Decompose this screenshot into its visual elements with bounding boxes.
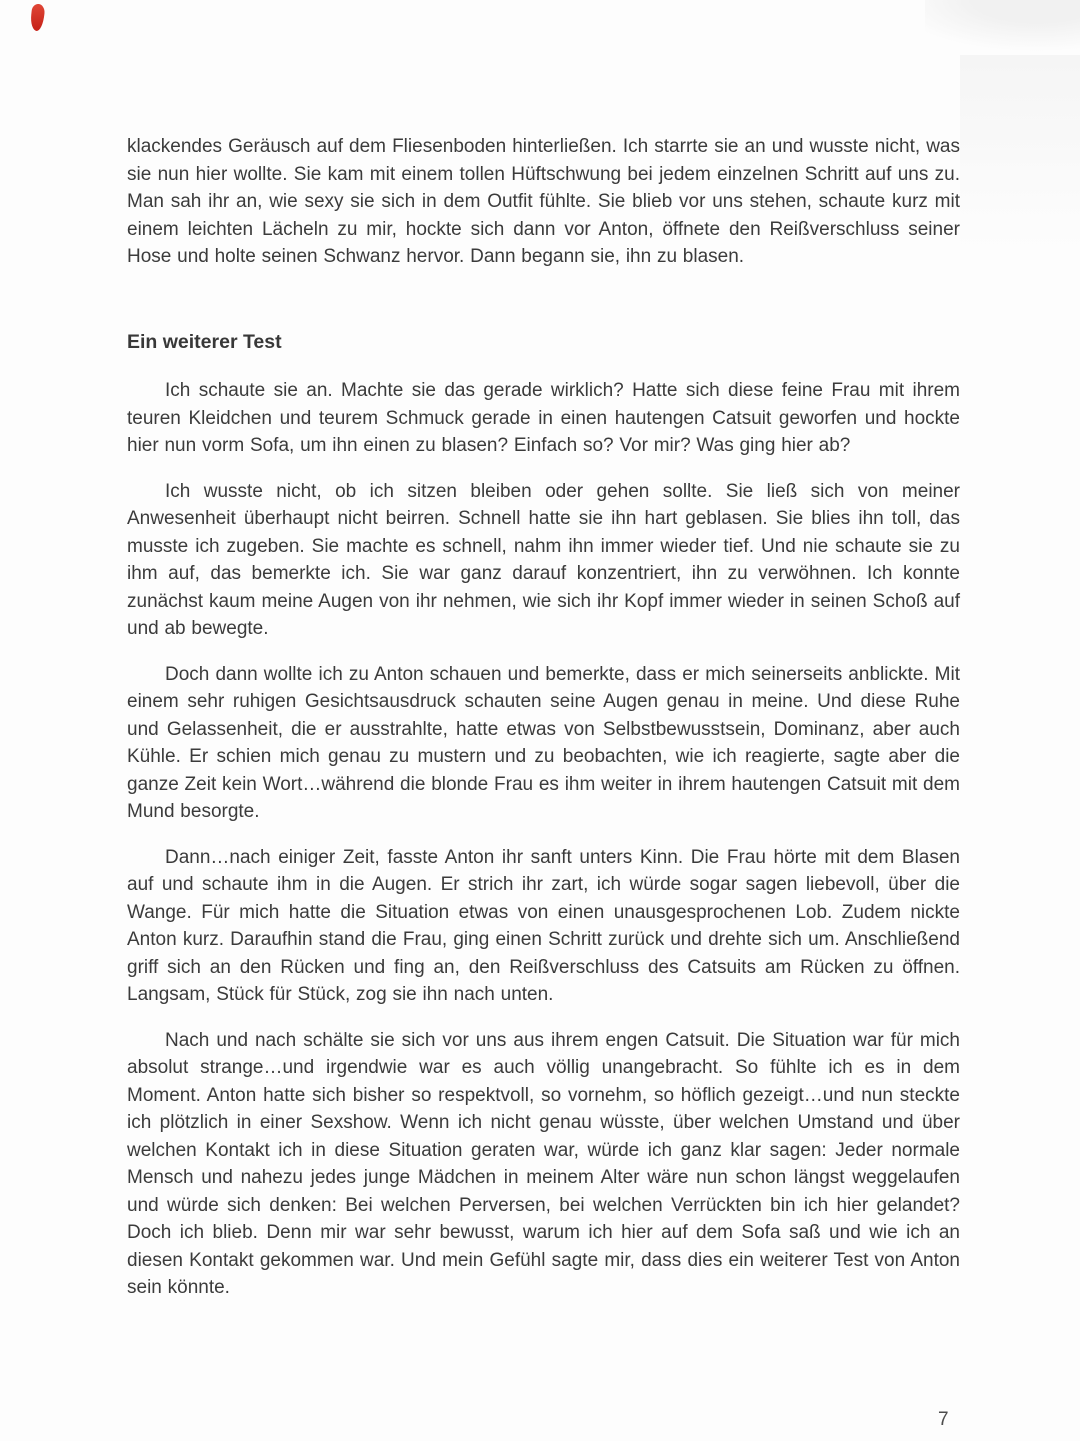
- page-number: 7: [938, 1409, 949, 1430]
- paragraph: Ich schaute sie an. Machte sie das gerade wirklich? Hatte sich diese feine Frau mit ihrem teuren Kleidchen und teurem Schmuck gerade in einen hautengen Catsuit geworfen und hockte hier nun vorm Sofa, um ihn einen zu blasen? Einfach so? Vor mir? Was ging hier ab?: [127, 380, 960, 456]
- paragraph: Nach und nach schälte sie sich vor uns aus ihrem engen Catsuit. Die Situation war für mich absolut strange…und irgendwie war es auch völlig unangebracht. So fühlte ich es in dem Moment. Anton hatte sich bisher so respektvoll, so vornehm, so höflich gezeigt…und nun steckte ich plötzlich in einer Sexshow. Wenn ich nicht genau wüsste, über welchen Umstand und über welchen Kontakt ich in diese Situation geraten war, würde ich ganz klar sagen: Jeder normale Mensch und nahezu jedes junge Mädchen in meinem Alter wäre nun schon längst weggelaufen und würde sich denken: Bei welchen Perversen, bei welchen Verrückten bin ich hier gelandet? Doch ich blieb. Denn mir war sehr bewusst, warum ich hier auf dem Sofa saß und wie ich an diesen Kontakt gekommen war. Und mein Gefühl sagte mir, dass dies ein weiterer Test von Anton sein könnte.: [127, 1029, 960, 1298]
- page-text-block: [127, 133, 960, 1320]
- section-heading: Ein weiterer Test: [127, 330, 282, 353]
- paragraph: Ich wusste nicht, ob ich sitzen bleiben oder gehen sollte. Sie ließ sich von meiner Anwesenheit überhaupt nicht beirren. Schnell hatte sie ihn hart geblasen. Sie blies ihn toll, das musste ich zugeben. Sie machte es schnell, nahm ihn immer wieder tief. Und nie schaute sie zu ihm auf, das bemerkte ich. Sie war ganz darauf konzentriert, ihn zu verwöhnen. Ich konnte zunächst kaum meine Augen von ihr nehmen, wie sich ihr Kopf immer wieder in seinen Schoß auf und ab bewegte.: [127, 480, 960, 639]
- paragraph-continuation: klackendes Geräusch auf dem Fliesenboden hinterließen. Ich starrte sie an und wusste nicht, was sie nun hier wollte. Sie kam mit einem tollen Hüftschwung bei jedem einzelnen Schritt auf uns zu. Man sah ihr an, wie sexy sie sich in dem Outfit fühlte. Sie blieb vor uns stehen, schaute kurz mit einem leichten Lächeln zu mir, hockte sich dann vor Anton, öffnete den Reißverschluss seiner Hose und holte seinen Schwanz hervor. Dann begann sie, ihn zu blasen.: [127, 136, 960, 267]
- red-pen-mark: [30, 3, 46, 31]
- paragraph: Dann…nach einiger Zeit, fasste Anton ihr sanft unters Kinn. Die Frau hörte mit dem Blasen auf und schaute ihm in die Augen. Er strich ihr zart, ich würde sogar sagen liebevoll, über die Wange. Für mich hatte die Situation etwas von einen unausgesprochenen Lob. Zudem nickte Anton kurz. Daraufhin stand die Frau, ging einen Schritt zurück und drehte sich um. Anschließend griff sich an den Rücken und fing an, den Reißverschluss des Catsuits am Rücken zu öffnen. Langsam, Stück für Stück, zog sie ihn nach unten.: [127, 846, 960, 1005]
- scan-shadow-right-edge: [960, 55, 1080, 250]
- scan-shadow-top-right: [925, 0, 1080, 60]
- paragraph: Doch dann wollte ich zu Anton schauen und bemerkte, dass er mich seinerseits anblickte. Mit einem sehr ruhigen Gesichtsausdruck schauten seine Augen genau in meine. Und diese Ruhe und Gelassenheit, die er ausstrahlte, hatte etwas von Selbstbewusstsein, Dominanz, aber auch Kühle. Er schien mich genau zu mustern und zu beobachten, wie ich reagierte, sagte aber die ganze Zeit kein Wort…während die blonde Frau es ihm weiter in ihrem hautengen Catsuit mit dem Mund besorgte.: [127, 663, 960, 822]
